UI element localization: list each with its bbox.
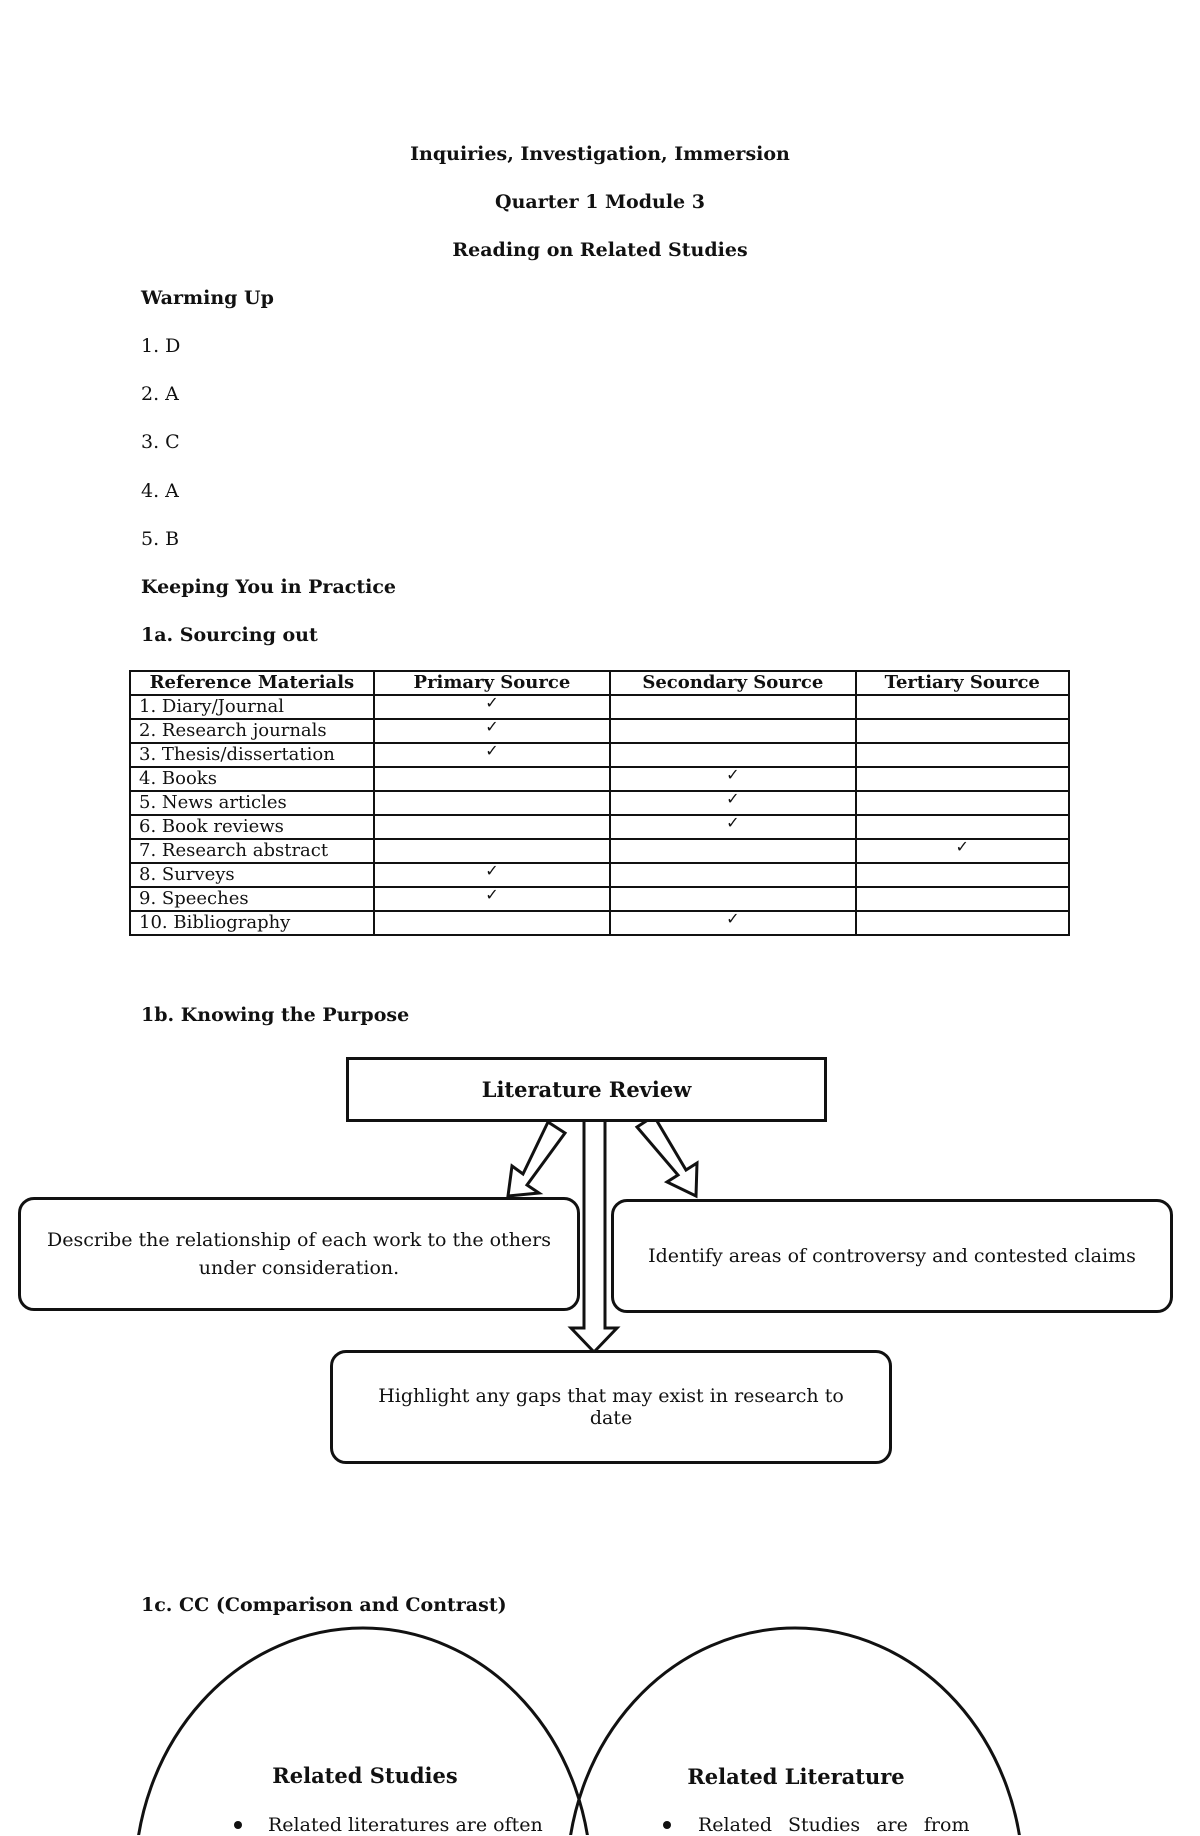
reference-material-cell: 1. Diary/Journal [130, 695, 374, 719]
arrow-right-diagonal [637, 1116, 697, 1196]
document-topic: Reading on Related Studies [452, 239, 748, 261]
venn-left-ellipse [135, 1628, 591, 1835]
arrow-left-diagonal [508, 1122, 565, 1196]
reference-material-cell: 8. Surveys [130, 863, 374, 887]
reference-material-cell: 3. Thesis/dissertation [130, 743, 374, 767]
check-icon: ✓ [726, 813, 740, 832]
check-icon: ✓ [726, 909, 740, 928]
gaps-box: Highlight any gaps that may exist in research to date [330, 1350, 892, 1464]
venn-left-title: Related Studies [272, 1763, 458, 1788]
reference-material-cell: 6. Book reviews [130, 815, 374, 839]
controversy-box: Identify areas of controversy and contested claims [611, 1199, 1173, 1313]
answer-item: 5. B [141, 528, 180, 550]
reference-material-cell: 2. Research journals [130, 719, 374, 743]
practice-heading: Keeping You in Practice [141, 576, 396, 598]
check-icon: ✓ [485, 885, 499, 904]
venn-right-ellipse [567, 1628, 1023, 1835]
venn-left-bullet: Related literatures are often [268, 1814, 543, 1836]
header-primary-source: Primary Source [374, 671, 610, 695]
reference-material-cell: 4. Books [130, 767, 374, 791]
answer-item: 4. A [141, 480, 179, 502]
header-reference-materials: Reference Materials [130, 671, 374, 695]
document-subject: Inquiries, Investigation, Immersion [410, 143, 790, 165]
reference-material-cell: 10. Bibliography [130, 911, 374, 935]
document-module: Quarter 1 Module 3 [495, 191, 705, 213]
bullet-dot [663, 1821, 671, 1829]
section-1b-heading: 1b. Knowing the Purpose [141, 1004, 410, 1026]
check-icon: ✓ [485, 741, 499, 760]
check-icon: ✓ [726, 765, 740, 784]
header-tertiary-source: Tertiary Source [856, 671, 1069, 695]
header-secondary-source: Secondary Source [610, 671, 855, 695]
check-icon: ✓ [485, 693, 499, 712]
section-1c-heading: 1c. CC (Comparison and Contrast) [141, 1594, 507, 1616]
relationship-box: Describe the relationship of each work to the others under consideration. [18, 1197, 580, 1311]
reference-material-cell: 7. Research abstract [130, 839, 374, 863]
answer-item: 2. A [141, 383, 179, 405]
venn-right-title: Related Literature [687, 1764, 905, 1789]
reference-material-cell: 5. News articles [130, 791, 374, 815]
bullet-dot [234, 1821, 242, 1829]
literature-review-box: Literature Review [346, 1057, 827, 1122]
check-icon: ✓ [726, 789, 740, 808]
venn-right-bullet: Related Studies are from [698, 1814, 970, 1836]
answer-item: 3. C [141, 431, 180, 453]
section-1a-heading: 1a. Sourcing out [141, 624, 318, 646]
reference-material-cell: 9. Speeches [130, 887, 374, 911]
check-icon: ✓ [955, 837, 969, 856]
warming-up-heading: Warming Up [141, 287, 274, 309]
check-icon: ✓ [485, 717, 499, 736]
check-icon: ✓ [485, 861, 499, 880]
answer-item: 1. D [141, 335, 181, 357]
